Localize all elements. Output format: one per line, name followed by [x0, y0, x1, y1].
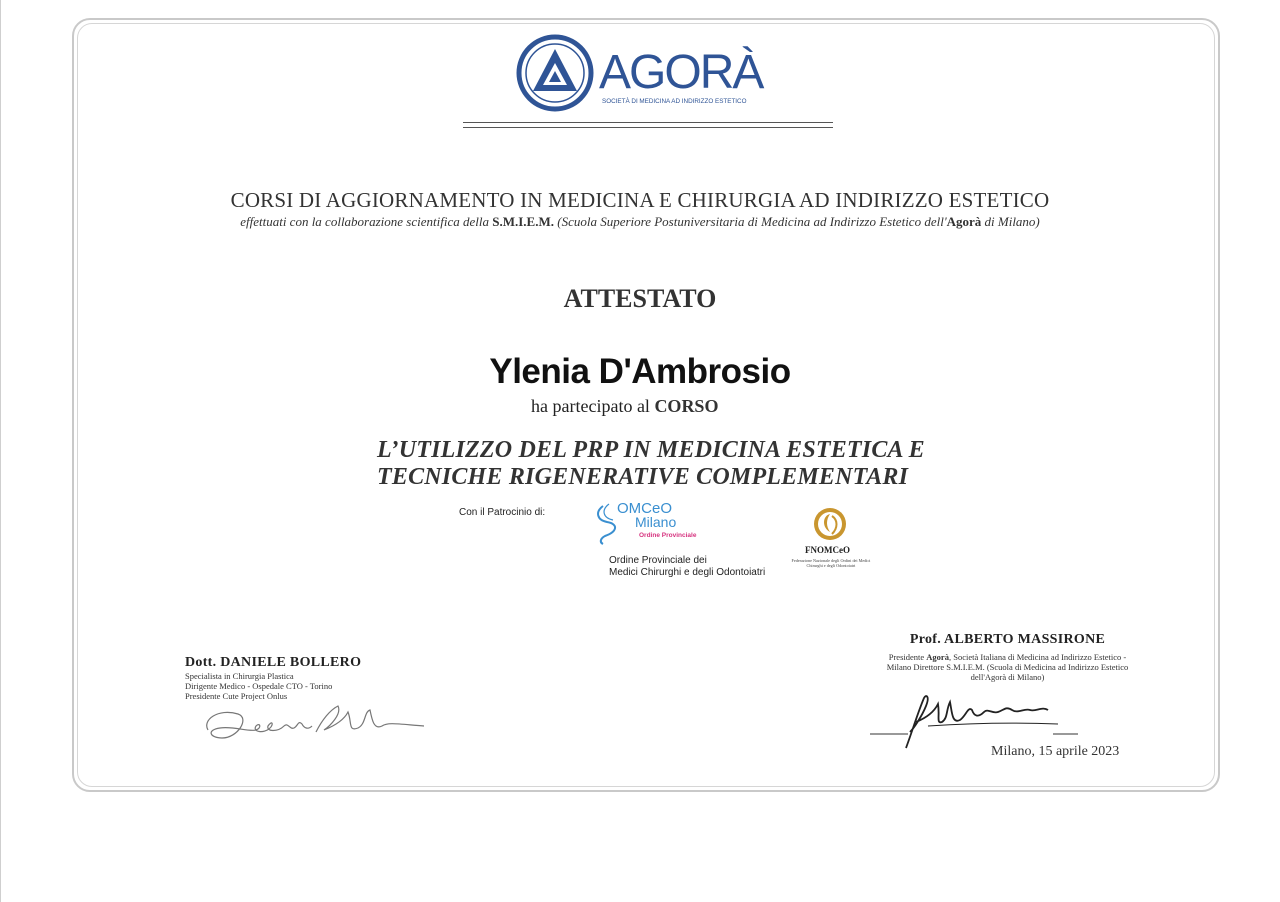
place-date: Milano, 15 aprile 2023: [991, 744, 1120, 759]
fnomceo-caption: Federazione Nazionale degli Ordini dei Medici Chirurghi e degli Odontoiatri: [791, 558, 871, 568]
course-name: [377, 437, 925, 491]
omceo-caption-line2: Medici Chirurghi e degli Odontoiatri: [609, 567, 766, 578]
participation-statement: ha partecipato al CORSO: [531, 396, 719, 416]
agora-logo: [515, 33, 775, 113]
recipient-name: Ylenia D'Ambrosio: [489, 352, 791, 391]
logo-divider-bottom: [463, 127, 833, 128]
signatory-left: [185, 655, 361, 701]
omceo-logo-tag: Ordine Provinciale: [639, 532, 697, 539]
omceo-milano-logo: [595, 498, 725, 546]
agora-logo-text: AGORÀ: [599, 46, 763, 99]
signatory-left-name: Dott. DANIELE BOLLERO: [185, 655, 362, 670]
omceo-logo-line1: OMCeO: [617, 500, 673, 517]
omceo-caption-line1: Ordine Provinciale dei: [609, 555, 707, 566]
agora-logo-tagline: SOCIETÀ DI MEDICINA AD INDIRIZZO ESTETICO: [602, 98, 747, 105]
fnomceo-logo: [810, 506, 850, 542]
signatory-left-title1: Specialista in Chirurgia Plastica: [185, 671, 294, 681]
page-edge: [0, 0, 1, 902]
certificate-heading: ATTESTATO: [563, 284, 717, 313]
omceo-logo-line2: Milano: [635, 514, 677, 530]
logo-divider-top: [463, 122, 833, 123]
course-series-title: CORSI DI AGGIORNAMENTO IN MEDICINA E CHIRURGIA AD INDIRIZZO ESTETICO: [230, 188, 1050, 212]
omceo-caption: [609, 555, 765, 579]
signatory-right: [885, 632, 1130, 682]
course-name-line1: L’UTILIZZO DEL PRP IN MEDICINA ESTETICA E: [377, 437, 925, 463]
signature-left: [198, 700, 428, 748]
course-name-line2: TECNICHE RIGENERATIVE COMPLEMENTARI: [377, 464, 909, 490]
signatory-left-title2: Dirigente Medico - Ospedale CTO - Torino: [185, 681, 333, 691]
course-series-subtitle: effettuati con la collaborazione scientifica della S.M.I.E.M. (Scuola Superiore Postuniversitaria di Medicina ad Indirizzo Estetico dell'Agorà di Milano): [240, 214, 1040, 229]
signatory-left-title3: Presidente Cute Project Onlus: [185, 691, 288, 701]
signatory-right-name: Prof. ALBERTO MASSIRONE: [909, 632, 1106, 647]
fnomceo-name: FNOMCeO: [805, 545, 850, 555]
signatory-right-bio: Presidente Agorà, Società Italiana di Medicina ad Indirizzo Estetico - Milano Direttore S.M.I.E.M. (Scuola di Medicina ad Indirizzo Estetico dell'Agorà di Milano): [886, 652, 1129, 682]
signature-right: [868, 688, 1083, 752]
patronage-label: Con il Patrocinio di:: [459, 507, 546, 518]
